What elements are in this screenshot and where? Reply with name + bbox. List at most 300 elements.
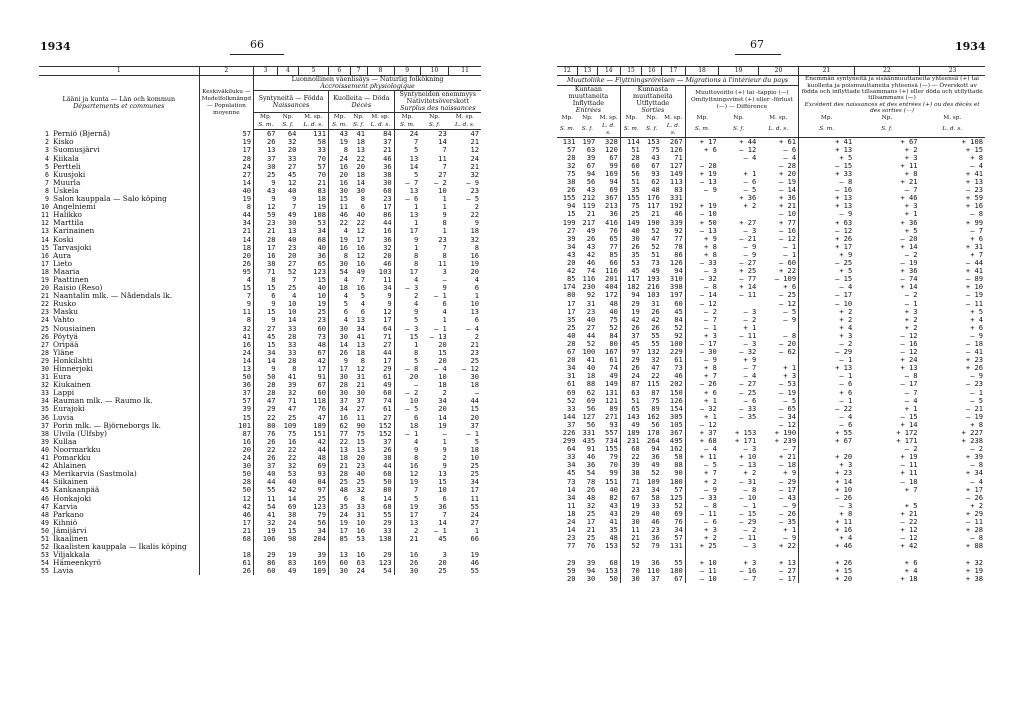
value-cell: 22 xyxy=(339,218,349,228)
value-cell: 9 xyxy=(442,283,447,293)
value-cell: 35 xyxy=(631,185,640,195)
value-cell: + 23 xyxy=(835,468,853,478)
value-cell: 25 xyxy=(586,533,596,543)
value-cell: 63 xyxy=(631,387,640,397)
table-row xyxy=(557,283,985,291)
row-number: 51 xyxy=(41,534,49,543)
municipality-name: Tarvasjoki xyxy=(51,244,199,252)
value-cell: 68 xyxy=(298,236,328,244)
population-cell: 61 xyxy=(199,559,253,567)
value-cell: + 33 xyxy=(835,169,853,178)
value-cell: + 10 xyxy=(699,557,717,567)
value-cell: 150 xyxy=(662,389,685,397)
value-cell: 43 xyxy=(586,241,596,251)
row-number: 54 xyxy=(41,559,49,568)
value-cell: — 6 xyxy=(405,194,419,204)
value-cell: + 11 xyxy=(835,517,853,527)
value-cell: + 5 xyxy=(839,152,853,162)
value-cell: 76 xyxy=(586,541,596,551)
value-cell: — 14 xyxy=(699,290,717,300)
value-cell: 40 xyxy=(597,486,620,494)
value-cell: — 9 xyxy=(743,249,757,259)
value-cell: 66 xyxy=(597,259,620,267)
row-number: 20 xyxy=(41,284,49,293)
value-cell: 76 xyxy=(597,227,620,235)
value-cell: 4 xyxy=(343,291,349,301)
value-cell: 39 xyxy=(566,233,576,243)
value-cell: 31 xyxy=(356,509,366,519)
value-cell: 5 xyxy=(413,493,419,503)
row-number: 42 xyxy=(41,462,49,471)
colnum: 2 xyxy=(199,67,253,76)
value-cell: + 14 xyxy=(739,282,757,292)
population-cell: 15 xyxy=(199,414,253,422)
municipality-name: Hämeenkyrö xyxy=(51,559,199,567)
value-cell: 197 xyxy=(662,291,685,299)
value-cell: 36 xyxy=(438,501,447,511)
in-migration-label-fr: Entrées xyxy=(575,106,602,115)
colnum: 16 xyxy=(642,67,662,76)
value-cell: 21 xyxy=(409,533,419,543)
value-cell: 25 xyxy=(470,355,479,365)
value-cell: 79 xyxy=(597,453,620,461)
value-cell: 4 xyxy=(474,274,479,284)
value-cell: + 26 xyxy=(965,363,983,373)
value-cell: — 9 xyxy=(970,371,983,381)
in-migration-label: Kuntaan muuttaneita Inflyttade xyxy=(568,85,609,108)
sex-header: Np. xyxy=(429,113,440,120)
value-cell: 23 xyxy=(356,461,366,471)
value-cell: + 8 xyxy=(704,249,717,259)
value-cell: 99 xyxy=(597,469,620,477)
value-cell: 20 xyxy=(566,573,576,583)
value-cell: 189 xyxy=(298,422,328,430)
value-cell: + 41 xyxy=(835,136,853,146)
sex-header-fr: S. f. xyxy=(420,121,449,130)
value-cell: 70 xyxy=(631,565,640,575)
sex-header: Np. xyxy=(353,113,364,120)
value-cell: 16 xyxy=(367,227,394,235)
value-cell: — 12 xyxy=(739,144,757,154)
value-cell: 9 xyxy=(367,292,394,300)
value-cell: — 13 xyxy=(699,177,717,187)
value-cell: 5 xyxy=(413,169,419,179)
table-row xyxy=(557,518,985,526)
sex-header-fr: S. f. xyxy=(642,123,662,138)
municipality-name: Ulvila (Ulfsby) xyxy=(51,430,199,438)
value-cell: — 20 xyxy=(758,340,798,348)
value-cell: 49 xyxy=(651,460,660,470)
value-cell: 9 xyxy=(413,444,419,454)
value-cell: 28 xyxy=(266,388,276,398)
sex-header: Np. xyxy=(881,115,893,122)
value-cell: 182 xyxy=(626,282,640,292)
value-cell: 80 xyxy=(597,340,620,348)
value-cell: 155 xyxy=(562,193,576,203)
row-number: 23 xyxy=(41,308,49,317)
right-group-row xyxy=(557,76,985,85)
value-cell: 14 xyxy=(566,525,576,535)
row-number: 28 xyxy=(41,348,49,357)
value-cell: 193 xyxy=(646,274,660,284)
row-number: 36 xyxy=(41,413,49,422)
value-cell: 76 xyxy=(298,405,328,413)
value-cell: 26 xyxy=(651,306,660,316)
municipality-name: Lappi xyxy=(51,389,199,397)
value-cell: — 8 xyxy=(405,364,419,373)
municipality-name: Masku xyxy=(51,308,199,316)
table-row xyxy=(557,170,985,178)
value-cell: — 13 xyxy=(739,460,757,470)
value-cell: 53 xyxy=(298,219,328,227)
left-table-header xyxy=(39,67,481,130)
population-cell: 26 xyxy=(199,260,253,268)
value-cell: 11 xyxy=(470,493,479,503)
population-cell: 27 xyxy=(199,171,253,179)
value-cell: 30 xyxy=(356,388,366,398)
value-cell: 28 xyxy=(287,331,297,341)
value-cell: 94 xyxy=(586,565,596,575)
table-row xyxy=(557,324,985,332)
value-cell: 71 xyxy=(287,396,297,406)
table-row xyxy=(557,559,985,567)
table-row xyxy=(557,478,985,486)
value-cell: 33 xyxy=(287,323,297,333)
value-cell: 199 xyxy=(562,217,576,227)
sex-header-fr: L. d. s. xyxy=(597,123,620,138)
value-cell: 12 xyxy=(356,226,366,236)
value-cell: 45 xyxy=(631,338,640,348)
value-cell: — 5 xyxy=(758,397,798,405)
sex-header-fr: L. d. s. xyxy=(367,121,394,130)
value-cell: 50 xyxy=(266,372,276,382)
value-cell: 42 xyxy=(586,249,596,259)
value-cell: + 44 xyxy=(739,136,757,146)
value-cell: — 2 xyxy=(743,314,757,324)
value-cell: 17 xyxy=(266,242,276,252)
value-cell: 26 xyxy=(631,363,640,373)
value-cell: 21 xyxy=(586,209,596,219)
value-cell: — 27 xyxy=(739,258,757,268)
value-cell: 23 xyxy=(651,525,660,535)
value-cell: 33 xyxy=(356,501,366,511)
municipality-name: Vahto xyxy=(51,316,199,324)
value-cell: — 1 xyxy=(405,428,419,438)
value-cell: 734 xyxy=(597,437,620,445)
population-cell: 50 xyxy=(199,373,253,381)
value-cell: 180 xyxy=(662,567,685,575)
value-cell: 16 xyxy=(356,283,366,293)
value-cell: 43 xyxy=(651,152,660,162)
value-cell: 15 xyxy=(438,477,447,487)
value-cell: 33 xyxy=(287,347,297,357)
value-cell: 22 xyxy=(631,452,640,462)
row-number: 7 xyxy=(45,178,49,187)
value-cell: 9 xyxy=(271,194,276,204)
value-cell: — 28 xyxy=(758,162,798,170)
value-cell: 35 xyxy=(339,501,349,511)
value-cell: 7 xyxy=(442,242,447,252)
value-cell: — 10 xyxy=(758,210,798,218)
row-number: 19 xyxy=(41,275,49,284)
value-cell: 39 xyxy=(287,380,297,390)
value-cell: 45 xyxy=(662,308,685,316)
value-cell: 75 xyxy=(597,316,620,324)
year-left: 1934 xyxy=(40,40,71,53)
value-cell: 92 xyxy=(662,227,685,235)
value-cell: 37 xyxy=(631,330,640,340)
right-sex-row xyxy=(557,115,985,123)
value-cell: — 15 xyxy=(835,274,853,284)
value-cell: + 1 xyxy=(758,526,798,534)
value-cell: 44 xyxy=(586,330,596,340)
value-cell: 120 xyxy=(597,146,620,154)
value-cell: 8 xyxy=(360,194,366,204)
value-cell: 15 xyxy=(339,194,349,204)
value-cell: 11 xyxy=(631,525,640,535)
value-cell: — 7 xyxy=(904,387,918,397)
value-cell: + 2 xyxy=(704,476,717,486)
value-cell: 14 xyxy=(409,161,419,171)
value-cell: + 21 xyxy=(900,177,918,187)
municipality-name: Muurla xyxy=(51,179,199,187)
population-cell: 24 xyxy=(199,349,253,357)
value-cell: 48 xyxy=(597,300,620,308)
value-cell: 17 xyxy=(409,226,419,236)
value-cell: + 22 xyxy=(758,542,798,550)
colnum: 22 xyxy=(854,67,919,76)
value-cell: + 19 xyxy=(900,452,918,462)
value-cell: 17 xyxy=(367,203,394,211)
value-cell: 18 xyxy=(298,195,328,203)
value-cell: 84 xyxy=(367,130,394,139)
value-cell: 37 xyxy=(266,153,276,163)
value-cell: 495 xyxy=(662,437,685,445)
value-cell: 19 xyxy=(298,300,328,308)
births-label-fr: Naissances xyxy=(272,100,310,109)
value-cell: 153 xyxy=(597,567,620,575)
value-cell: 40 xyxy=(287,234,297,244)
value-cell: — 6 xyxy=(743,177,757,187)
value-cell: 93 xyxy=(597,421,620,429)
value-cell: 68 xyxy=(631,444,640,454)
value-cell: 43 xyxy=(566,249,576,259)
value-cell: 123 xyxy=(298,268,328,276)
colnum: 21 xyxy=(799,67,855,76)
value-cell: 87 xyxy=(651,387,660,397)
municipality-name: Kuusjoki xyxy=(51,171,199,179)
value-cell: 118 xyxy=(298,397,328,405)
population-cell: 4 xyxy=(199,276,253,284)
value-cell: 29 xyxy=(367,519,394,527)
value-cell: 17 xyxy=(367,316,394,324)
sex-header: M. sp. xyxy=(367,113,394,122)
value-cell: — 31 xyxy=(739,476,757,486)
value-cell: 10 xyxy=(438,372,447,382)
value-cell: 71 xyxy=(367,333,394,341)
value-cell: 32 xyxy=(287,461,297,471)
value-cell: 92 xyxy=(586,290,596,300)
row-number: 3 xyxy=(45,146,49,155)
value-cell: 49 xyxy=(631,419,640,429)
value-cell: + 17 xyxy=(835,241,853,251)
natural-increase-label-fr: Accroissement physiologique xyxy=(320,82,415,91)
value-cell: 73 xyxy=(651,258,660,268)
value-cell: 109 xyxy=(646,476,660,486)
out-migration-label-fr: Sorties xyxy=(641,106,665,115)
value-cell: 131 xyxy=(597,389,620,397)
value-cell: 29 xyxy=(266,404,276,414)
value-cell: 7 xyxy=(442,145,447,155)
deaths-label-fr: Décès xyxy=(351,100,372,109)
value-cell: 8 xyxy=(343,145,349,155)
value-cell: 58 xyxy=(651,492,660,502)
value-cell: — 4 xyxy=(839,282,853,292)
value-cell: 64 xyxy=(367,325,394,333)
value-cell: 56 xyxy=(586,403,596,413)
value-cell: + 36 xyxy=(900,266,918,276)
value-cell: 172 xyxy=(597,291,620,299)
value-cell: — 2 xyxy=(743,525,757,535)
value-cell: — 3 xyxy=(405,283,419,293)
value-cell: 13 xyxy=(409,153,419,163)
value-cell: 9 xyxy=(442,444,447,454)
value-cell: — 1 xyxy=(758,243,798,251)
value-cell: 9 xyxy=(271,177,276,187)
table-row xyxy=(557,348,985,356)
value-cell: — 1 xyxy=(839,371,853,381)
value-cell: 32 xyxy=(470,169,479,179)
population-cell: 37 xyxy=(199,389,253,397)
value-cell: + 11 xyxy=(900,160,918,170)
municipality-name: Rusko xyxy=(51,300,199,308)
population-cell: 57 xyxy=(199,130,253,139)
value-cell: 23 xyxy=(566,533,576,543)
value-cell: 29 xyxy=(631,508,640,518)
value-cell: 40 xyxy=(586,363,596,373)
sex-header-fr: S. f. xyxy=(278,121,299,130)
value-cell: — 19 xyxy=(965,411,983,421)
table-row xyxy=(557,453,985,461)
value-cell: 60 xyxy=(631,160,640,170)
table-row xyxy=(557,202,985,210)
value-cell: 106 xyxy=(262,533,276,543)
row-number: 13 xyxy=(41,227,49,236)
value-cell: + 13 xyxy=(835,201,853,211)
value-cell: 40 xyxy=(356,469,366,479)
value-cell: 17 xyxy=(339,364,349,373)
table-row xyxy=(557,251,985,259)
value-cell: — 11 xyxy=(699,508,717,518)
value-cell: 27 xyxy=(266,323,276,333)
population-cell: 95 xyxy=(199,268,253,276)
sex-header: M. sp. xyxy=(298,113,328,122)
value-cell: 26 xyxy=(586,484,596,494)
value-cell: 105 xyxy=(662,421,685,429)
value-cell: — 3 xyxy=(743,541,757,551)
row-number: 41 xyxy=(41,454,49,463)
value-cell: + 9 xyxy=(743,355,757,365)
value-cell: 49 xyxy=(597,372,620,380)
value-cell: 52 xyxy=(586,338,596,348)
value-cell: 32 xyxy=(651,355,660,365)
value-cell: 67 xyxy=(651,160,660,170)
value-cell: 77 xyxy=(662,235,685,243)
value-cell: + 4 xyxy=(839,322,853,332)
value-cell: 86 xyxy=(266,558,276,568)
value-cell: 25 xyxy=(631,209,640,219)
value-cell: 14 xyxy=(287,315,297,325)
value-cell: + 3 xyxy=(839,460,853,470)
value-cell: + 26 xyxy=(835,557,853,567)
value-cell: 5 xyxy=(343,299,349,309)
value-cell: 1 xyxy=(442,226,447,236)
value-cell: 52 xyxy=(566,395,576,405)
right-table-header xyxy=(557,67,985,138)
value-cell: — 9 xyxy=(839,209,853,219)
colnum: 12 xyxy=(557,67,578,76)
value-cell: 69 xyxy=(566,387,576,397)
value-cell: 34 xyxy=(367,284,394,292)
value-cell: 20 xyxy=(566,258,576,268)
value-cell: + 4 xyxy=(970,314,983,324)
value-cell: + 1 xyxy=(904,403,918,413)
value-cell: 36 xyxy=(597,210,620,218)
value-cell: 123 xyxy=(298,503,328,511)
population-cell: 87 xyxy=(199,430,253,438)
municipality-name: Perniö (Bjernå) xyxy=(51,130,199,139)
value-cell: 26 xyxy=(339,347,349,357)
value-cell: 49 xyxy=(586,225,596,235)
value-cell: 78 xyxy=(586,476,596,486)
value-cell: 30 xyxy=(631,573,640,583)
value-cell: — 2 xyxy=(904,290,918,300)
surplus-label-fr: Surplus des naissances xyxy=(400,104,476,113)
value-cell: 13 xyxy=(356,444,366,454)
value-cell: 83 xyxy=(662,186,685,194)
value-cell: + 171 xyxy=(734,436,757,446)
value-cell: 27 xyxy=(566,225,576,235)
value-cell: 40 xyxy=(586,314,596,324)
value-cell: 5 xyxy=(413,145,419,155)
row-number: 38 xyxy=(41,429,49,438)
stub-header xyxy=(39,76,199,130)
value-cell: 149 xyxy=(626,217,640,227)
value-cell: 60 xyxy=(266,566,276,576)
value-cell: 10 xyxy=(438,185,447,195)
row-number: 27 xyxy=(41,340,49,349)
value-cell: + 38 xyxy=(965,573,983,583)
value-cell: 23 xyxy=(367,195,394,203)
value-cell: — 18 xyxy=(965,338,983,348)
value-cell: 68 xyxy=(597,559,620,567)
population-cell: 13 xyxy=(199,365,253,373)
value-cell: + 2 xyxy=(904,144,918,154)
value-cell: 1 xyxy=(442,202,447,212)
value-cell: 32 xyxy=(266,517,276,527)
value-cell: + 20 xyxy=(758,170,798,178)
value-cell: — 35 xyxy=(758,518,798,526)
value-cell: 44 xyxy=(367,349,394,357)
value-cell: 93 xyxy=(298,470,328,478)
value-cell: 14 xyxy=(367,495,394,503)
population-cell: 28 xyxy=(199,478,253,486)
value-cell: 45 xyxy=(287,169,297,179)
municipality-name: Pöytyä xyxy=(51,333,199,341)
value-cell: 20 xyxy=(438,355,447,365)
value-cell: 212 xyxy=(582,193,596,203)
table-row xyxy=(557,413,985,421)
